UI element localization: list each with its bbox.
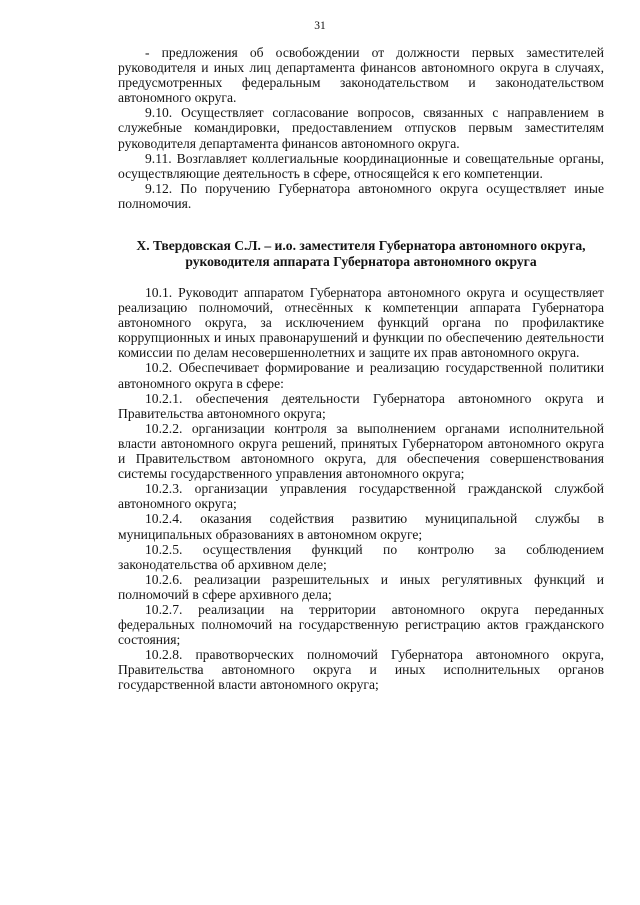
paragraph-10-2-7: 10.2.7. реализации на территории автономного округа переданных федеральных полномочий на государственную регистрацию актов гражданского состояния;	[118, 601, 604, 648]
paragraph-9-11: 9.11. Возглавляет коллегиальные координационные и совещательные органы, осуществляющие деятельность в сфере, относящейся к его компетенции.	[118, 150, 604, 181]
section-10-body	[118, 285, 604, 693]
paragraph-10-1: 10.1. Руководит аппаратом Губернатора автономного округа и осуществляет реализацию полномочий, отнесённых к компетенции аппарата Губернатора автономного округа, за исключением функций органа по профилактике коррупционных и иных правонарушений и функции по обеспечению деятельности комиссии по делам несовершеннолетних и защите их прав автономного округа.	[118, 285, 604, 361]
section-10-heading: X. Твердовская С.Л. – и.о. заместителя Губернатора автономного округа, руководителя аппарата Губернатора автономного округа	[136, 238, 586, 269]
paragraph-9-12: 9.12. По поручению Губернатора автономного округа осуществляет иные полномочия.	[118, 180, 604, 211]
paragraph-10-2: 10.2. Обеспечивает формирование и реализацию государственной политики автономного округа в сфере:	[118, 360, 604, 391]
paragraph-10-2-8: 10.2.8. правотворческих полномочий Губернатора автономного округа, Правительства автономного округа и иных исполнительных органов государственной власти автономного округа;	[118, 647, 604, 693]
paragraph-10-2-2: 10.2.2. организации контроля за выполнением органами исполнительной власти автономного округа решений, принятых Губернатором автономного округа и Правительством автономного округа, для обеспечения совершенствования системы государственного управления автономного округа;	[118, 420, 604, 482]
paragraph-10-2-3: 10.2.3. организации управления государственной гражданской службой автономного округа;	[118, 481, 604, 512]
paragraph-10-2-6: 10.2.6. реализации разрешительных и иных регулятивных функций и полномочий в сфере архивного дела;	[118, 571, 604, 602]
paragraph-10-2-1: 10.2.1. обеспечения деятельности Губернатора автономного округа и Правительства автономного округа;	[118, 390, 604, 421]
page-number: 31	[314, 20, 326, 32]
paragraph-9-dismissal-proposals: - предложения об освобождении от должности первых заместителей руководителя и иных лиц департамента финансов автономного округа в случаях, предусмотренных федеральным законодательством и законодательством автономного округа.	[118, 45, 604, 106]
paragraph-10-2-4: 10.2.4. оказания содействия развитию муниципальной службы в муниципальных образованиях в автономном округе;	[118, 511, 604, 542]
paragraph-9-10: 9.10. Осуществляет согласование вопросов, связанных с направлением в служебные командировки, предоставлением отпусков первым заместителям руководителя департамента финансов автономного округа.	[118, 105, 604, 151]
paragraph-10-2-5: 10.2.5. осуществления функций по контролю за соблюдением законодательства об архивном деле;	[118, 541, 604, 572]
section-9-tail	[118, 45, 604, 211]
